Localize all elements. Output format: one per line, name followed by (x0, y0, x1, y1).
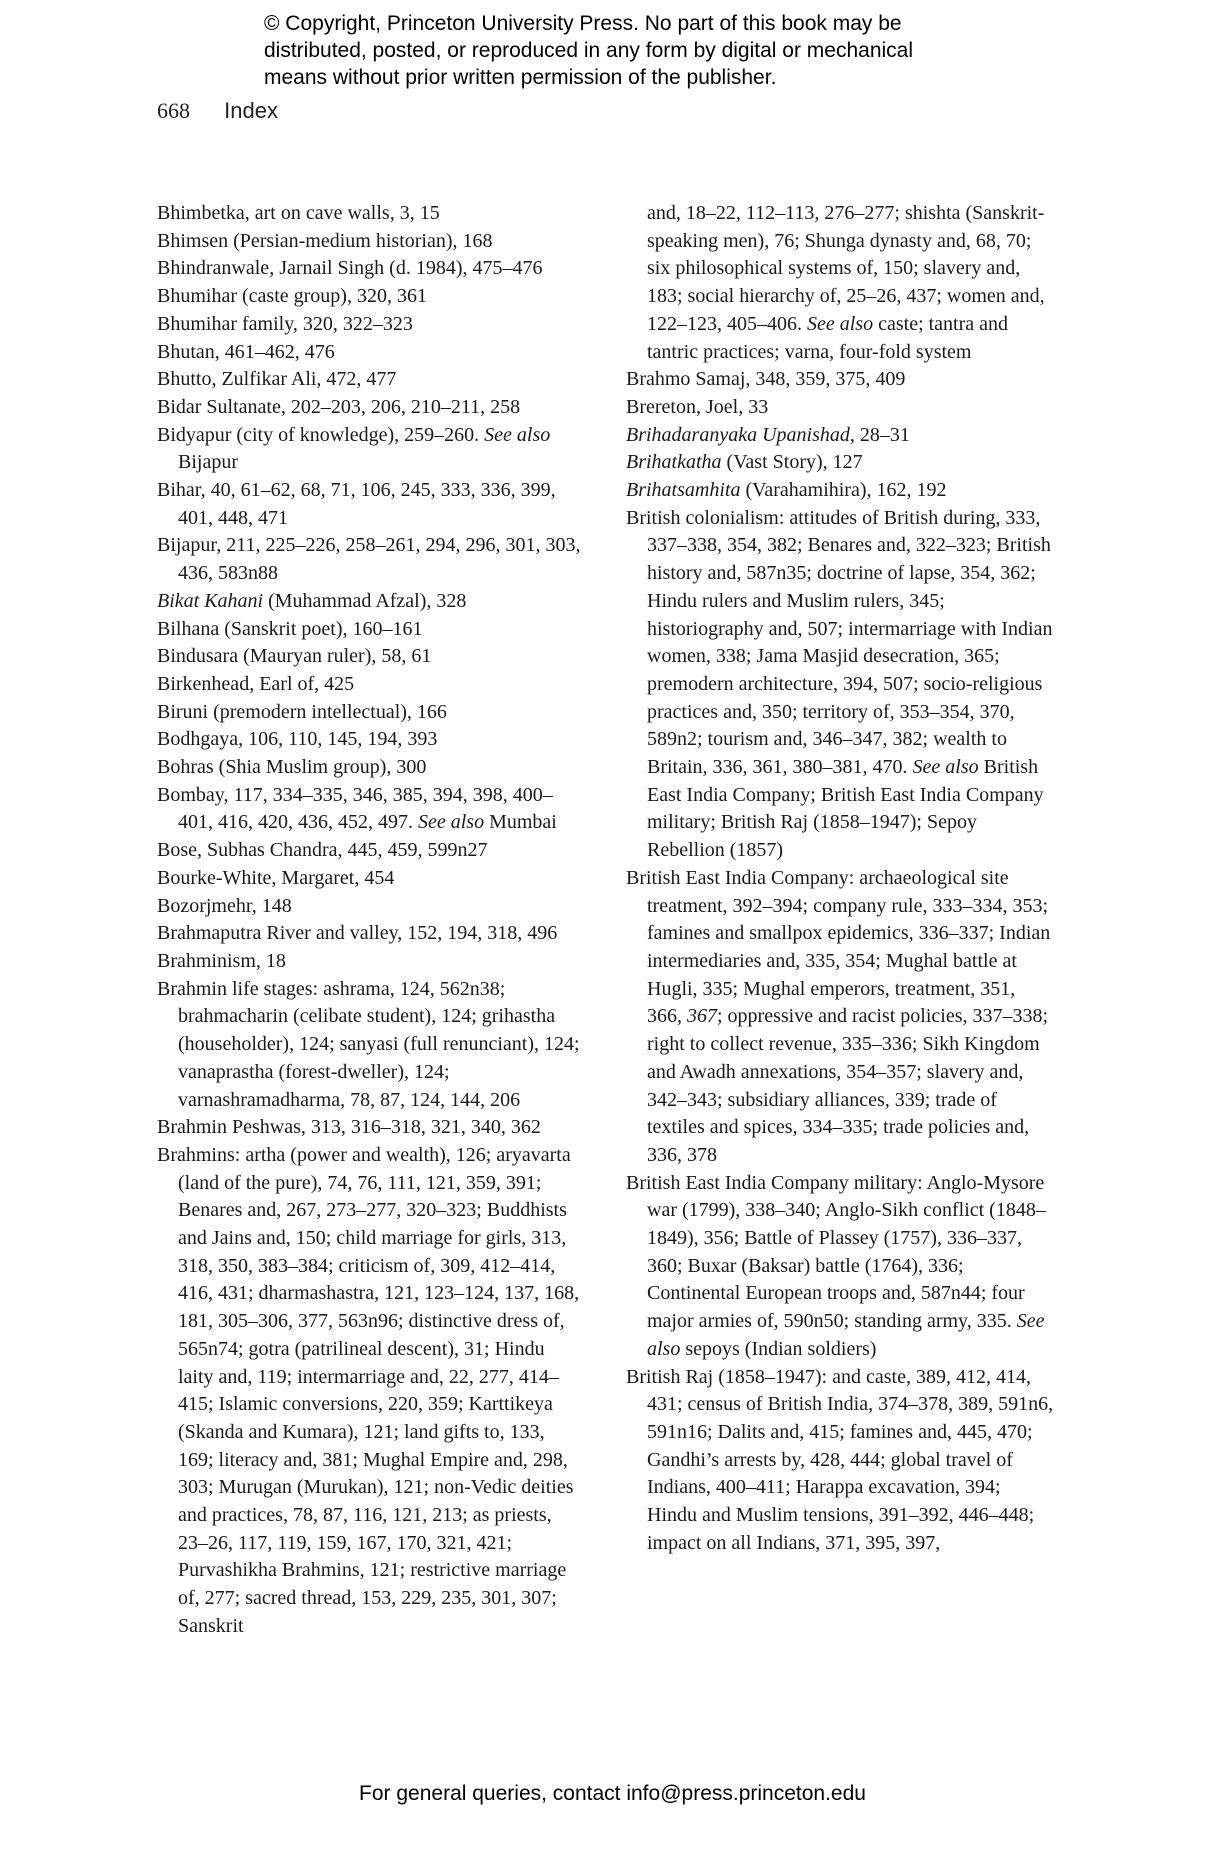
index-entry: Brahmin Peshwas, 313, 316–318, 321, 340, 362 (157, 1116, 541, 1139)
index-entry: Bidar Sultanate, 202–203, 206, 210–211, 258 (157, 395, 521, 418)
index-entry-continuation: and, 18–22, 112–113, 276–277; shishta (Sanskrit-speaking men), 76; Shunga dynasty and, 68, 70; six philosophical systems of, 150; slavery and, 183; social hierarchy of, 25–26, 437; women and, 122–123, 405–406. See also caste; tantra and tantric practices; varna, four-fold system (647, 202, 1045, 363)
index-entry: Bombay, 117, 334–335, 346, 385, 394, 398, 400–401, 416, 420, 436, 452, 497. See also Mumbai (157, 783, 557, 834)
index-entry: Bidyapur (city of knowledge), 259–260. See also Bijapur (157, 423, 551, 474)
index-entry: Bhumihar family, 320, 322–323 (157, 312, 413, 335)
index-entry: Bhimsen (Persian-medium historian), 168 (157, 229, 493, 252)
copyright-notice (264, 10, 1024, 91)
index-entry: British East India Company: archaeological site treatment, 392–394; company rule, 333–334, 353; famines and smallpox epidemics, 336–337; Indian intermediaries and, 335, 354; Mughal battle at Hugli, 335; Mughal emperors, treatment, 351, 366, 367; oppressive and racist policies, 337–338; right to collect revenue, 335–336; Sikh Kingdom and Awadh annexations, 354–357; slavery and, 342–343; subsidiary alliances, 339; trade of textiles and spices, 334–335; trade policies and, 336, 378 (626, 866, 1051, 1166)
index-entry: Bourke-White, Margaret, 454 (157, 866, 395, 889)
index-entry: Brahmaputra River and valley, 152, 194, 318, 496 (157, 922, 558, 945)
index-entry: Bindusara (Mauryan ruler), 58, 61 (157, 645, 432, 668)
index-entry: Biruni (premodern intellectual), 166 (157, 700, 447, 723)
running-head (157, 98, 278, 124)
index-entry: Bihar, 40, 61–62, 68, 71, 106, 245, 333, 336, 399, 401, 448, 471 (157, 479, 556, 529)
copyright-line: means without prior written permission of the publisher. (264, 66, 777, 89)
page-number: 668 (157, 98, 190, 123)
index-column-right (626, 200, 1054, 1557)
index-entry: Bilhana (Sanskrit poet), 160–161 (157, 617, 423, 640)
index-entry: Brahmins: artha (power and wealth), 126; aryavarta (land of the pure), 74, 76, 111, 121, 359, 391; Benares and, 267, 273–277, 320–323; Buddhists and Jains and, 150; child marriage for girls, 313, 318, 350, 383–384; criticism of, 309, 412–414, 416, 431; dharmashastra, 121, 123–124, 137, 168, 181, 305–306, 377, 563n96; distinctive dress of, 565n74; gotra (patrilineal descent), 31; Hindu laity and, 119; intermarriage and, 22, 277, 414–415; Islamic conversions, 220, 359; Karttikeya (Skanda and Kumara), 121; land gifts to, 133, 169; literacy and, 381; Mughal Empire and, 298, 303; Murugan (Murukan), 121; non-Vedic deities and practices, 78, 87, 116, 121, 213; as priests, 23–26, 117, 119, 159, 167, 170, 321, 421; Purvashikha Brahmins, 121; restrictive marriage of, 277; sacred thread, 153, 229, 235, 301, 307; Sanskrit (157, 1143, 580, 1637)
index-entry: Bhindranwale, Jarnail Singh (d. 1984), 475–476 (157, 257, 543, 280)
index-entry: Bozorjmehr, 148 (157, 894, 292, 917)
index-entry: Bhumihar (caste group), 320, 361 (157, 285, 427, 308)
index-entry: Brahmin life stages: ashrama, 124, 562n38; brahmacharin (celibate student), 124; grihastha (householder), 124; sanyasi (full renunciant), 124; vanaprastha (forest-dweller), 124; varnashramadharma, 78, 87, 124, 144, 206 (157, 977, 580, 1111)
index-entry: Brahminism, 18 (157, 949, 286, 972)
index-entry: Brereton, Joel, 33 (626, 395, 769, 418)
index-entry: Bhutto, Zulfikar Ali, 472, 477 (157, 368, 397, 391)
index-entry: Bhutan, 461–462, 476 (157, 340, 335, 363)
copyright-line: distributed, posted, or reproduced in any form by digital or mechanical (264, 39, 914, 62)
index-entry: Bose, Subhas Chandra, 445, 459, 599n27 (157, 839, 488, 862)
index-entry: British colonialism: attitudes of British during, 333, 337–338, 354, 382; Benares and, 322–323; British history and, 587n35; doctrine of lapse, 354, 362; Hindu rulers and Muslim rulers, 345; historiography and, 507; intermarriage with Indian women, 338; Jama Masjid desecration, 365; premodern architecture, 394, 507; socio-religious practices and, 350; territory of, 353–354, 370, 589n2; tourism and, 346–347, 382; wealth to Britain, 336, 361, 380–381, 470. See also British East India Company; British East India Company military; British Raj (1858–1947); Sepoy Rebellion (1857) (626, 506, 1053, 862)
index-entry: Bijapur, 211, 225–226, 258–261, 294, 296, 301, 303, 436, 583n88 (157, 534, 581, 585)
index-entry: Bodhgaya, 106, 110, 145, 194, 393 (157, 728, 438, 751)
index-entry: Brahmo Samaj, 348, 359, 375, 409 (626, 368, 906, 391)
index-entry: Bhimbetka, art on cave walls, 3, 15 (157, 202, 440, 224)
index-entry: Birkenhead, Earl of, 425 (157, 672, 355, 695)
index-column-left (157, 200, 585, 1641)
index-entry: British Raj (1858–1947): and caste, 389, 412, 414, 431; census of British India, 374–378, 389, 591n6, 591n16; Dalits and, 415; famines and, 445, 470; Gandhi’s arrests by, 428, 444; global travel of Indians, 400–411; Harappa excavation, 394; Hindu and Muslim tensions, 391–392, 446–448; impact on all Indians, 371, 395, 397, (626, 1365, 1054, 1554)
index-entry: Brihadaranyaka Upanishad, 28–31 (626, 423, 910, 446)
section-title: Index (224, 98, 278, 123)
footer-contact: For general queries, contact info@press.princeton.edu (359, 1782, 866, 1805)
index-entry: British East India Company military: Anglo-Mysore war (1799), 338–340; Anglo-Sikh conflict (1848–1849), 356; Battle of Plassey (1757), 336–337, 360; Buxar (Baksar) battle (1764), 336; Continental European troops and, 587n44; four major armies of, 590n50; standing army, 335. See also sepoys (Indian soldiers) (626, 1171, 1046, 1360)
copyright-line: © Copyright, Princeton University Press. No part of this book may be (264, 12, 902, 35)
index-entry: Brihatsamhita (Varahamihira), 162, 192 (626, 479, 947, 502)
index-entry: Bohras (Shia Muslim group), 300 (157, 756, 427, 779)
index-entry: Bikat Kahani (Muhammad Afzal), 328 (157, 589, 467, 612)
index-entry: Brihatkatha (Vast Story), 127 (626, 451, 863, 474)
